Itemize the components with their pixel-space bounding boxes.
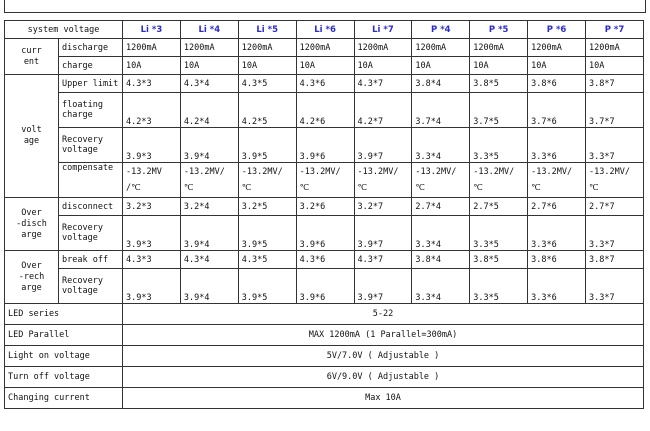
compensate-unit: ℃	[473, 183, 483, 193]
floating-charge-value: 4.2*3	[123, 93, 181, 128]
discharge-value: 1200mA	[238, 39, 296, 57]
over-discharge-group-label	[5, 198, 59, 251]
summary-row	[5, 325, 644, 346]
compensate-unit: ℃	[531, 183, 541, 193]
discharge-recovery-value: 3.9*7	[354, 216, 412, 251]
current-group-label	[5, 39, 59, 75]
line: curr	[21, 45, 42, 56]
break-off-value: 3.8*7	[586, 251, 644, 269]
charge-value: 10A	[238, 57, 296, 75]
compensate-label: compensate	[59, 163, 123, 198]
charge-value: 10A	[180, 57, 238, 75]
summary-label: Changing current	[5, 388, 123, 409]
compensate-top: -13.2MV/	[473, 167, 515, 177]
recharge-recovery-value: 3.3*5	[470, 269, 528, 304]
recovery-voltage-value: 3.3*7	[586, 128, 644, 163]
summary-row	[5, 388, 644, 409]
upper-limit-value: 4.3*4	[180, 75, 238, 93]
over-recharge-group-label	[5, 251, 59, 304]
voltage-compensate-row	[5, 163, 644, 198]
break-off-value: 3.8*6	[528, 251, 586, 269]
floating-charge-value: 4.2*7	[354, 93, 412, 128]
disconnect-value: 3.2*6	[296, 198, 354, 216]
system-voltage-header: system voltage	[5, 21, 123, 39]
floating-charge-label	[59, 93, 123, 128]
line: ent	[23, 56, 40, 67]
recovery-voltage-value: 3.9*5	[238, 128, 296, 163]
over-discharge-recovery-row	[5, 216, 644, 251]
upper-limit-value: 3.8*6	[528, 75, 586, 93]
charge-value: 10A	[470, 57, 528, 75]
discharge-recovery-value: 3.9*4	[180, 216, 238, 251]
charge-value: 10A	[354, 57, 412, 75]
line: -disch	[16, 218, 47, 229]
column-header: Li *7	[354, 21, 412, 39]
column-header: Li *5	[238, 21, 296, 39]
recharge-recovery-value: 3.3*7	[586, 269, 644, 304]
line: charge	[62, 110, 93, 120]
summary-value: 5V/7.0V ( Adjustable )	[123, 346, 644, 367]
recharge-recovery-value: 3.3*4	[412, 269, 470, 304]
compensate-value	[586, 163, 644, 198]
floating-charge-value: 3.7*4	[412, 93, 470, 128]
recovery-voltage-label	[59, 128, 123, 163]
break-off-value: 4.3*3	[123, 251, 181, 269]
compensate-top: -13.2MV/	[589, 167, 630, 177]
compensate-value	[354, 163, 412, 198]
break-off-value: 4.3*7	[354, 251, 412, 269]
summary-label: LED Parallel	[5, 325, 123, 346]
discharge-value: 1200mA	[180, 39, 238, 57]
upper-limit-value: 4.3*5	[238, 75, 296, 93]
line: voltage	[62, 145, 98, 155]
compensate-unit: ℃	[299, 183, 310, 193]
line: Recovery	[62, 135, 103, 145]
voltage-floating-row	[5, 93, 644, 128]
disconnect-value: 3.2*7	[354, 198, 412, 216]
summary-value: 5-22	[123, 304, 644, 325]
floating-charge-value: 3.7*5	[470, 93, 528, 128]
floating-charge-value: 4.2*4	[180, 93, 238, 128]
upper-limit-value: 4.3*7	[354, 75, 412, 93]
compensate-top: -13.2MV/	[357, 167, 399, 177]
discharge-recovery-value: 3.9*3	[123, 216, 181, 251]
summary-label: Turn off voltage	[5, 367, 123, 388]
summary-value: MAX 1200mA (1 Parallel=300mA)	[123, 325, 644, 346]
discharge-recovery-value: 3.3*7	[586, 216, 644, 251]
column-header: Li *4	[180, 21, 238, 39]
recharge-recovery-value: 3.9*5	[238, 269, 296, 304]
compensate-top: -13.2MV/	[299, 167, 341, 177]
recovery-voltage-value: 3.9*3	[123, 128, 181, 163]
spec-table	[4, 20, 644, 409]
compensate-top: -13.2MV/	[241, 167, 283, 177]
summary-label: LED series	[5, 304, 123, 325]
current-discharge-row	[5, 39, 644, 57]
floating-charge-value: 3.7*6	[528, 93, 586, 128]
compensate-unit: ℃	[357, 183, 368, 193]
column-header: P *4	[412, 21, 470, 39]
upper-limit-value: 3.8*5	[470, 75, 528, 93]
compensate-unit: /℃	[126, 183, 141, 193]
compensate-value	[296, 163, 354, 198]
recharge-recovery-value: 3.9*6	[296, 269, 354, 304]
line: floating	[62, 100, 103, 110]
compensate-unit: ℃	[415, 183, 425, 193]
charge-value: 10A	[123, 57, 181, 75]
discharge-value: 1200mA	[296, 39, 354, 57]
compensate-value	[123, 163, 181, 198]
disconnect-value: 2.7*7	[586, 198, 644, 216]
recharge-recovery-value: 3.3*6	[528, 269, 586, 304]
table-top-strip	[4, 0, 646, 13]
break-off-value: 3.8*4	[412, 251, 470, 269]
break-off-value: 3.8*5	[470, 251, 528, 269]
discharge-recovery-value: 3.3*6	[528, 216, 586, 251]
upper-limit-label: Upper limit	[59, 75, 123, 93]
break-off-value: 4.3*4	[180, 251, 238, 269]
line: arge	[21, 282, 42, 293]
disconnect-label: disconnect	[59, 198, 123, 216]
column-header: P *6	[528, 21, 586, 39]
current-charge-row	[5, 57, 644, 75]
discharge-recovery-value: 3.9*5	[238, 216, 296, 251]
charge-value: 10A	[528, 57, 586, 75]
compensate-top: -13.2MV/	[415, 167, 457, 177]
charge-value: 10A	[586, 57, 644, 75]
recovery-voltage-value: 3.9*6	[296, 128, 354, 163]
column-header: P *5	[470, 21, 528, 39]
line: voltage	[62, 286, 98, 296]
column-header: P *7	[586, 21, 644, 39]
floating-charge-value: 3.7*7	[586, 93, 644, 128]
summary-row	[5, 346, 644, 367]
compensate-value	[238, 163, 296, 198]
discharge-value: 1200mA	[123, 39, 181, 57]
disconnect-value: 2.7*5	[470, 198, 528, 216]
voltage-upper-row	[5, 75, 644, 93]
charge-label: charge	[59, 57, 123, 75]
break-off-label: break off	[59, 251, 123, 269]
upper-limit-value: 4.3*6	[296, 75, 354, 93]
discharge-recovery-value: 3.3*4	[412, 216, 470, 251]
voltage-group-label	[5, 75, 59, 198]
discharge-value: 1200mA	[470, 39, 528, 57]
voltage-recovery-row	[5, 128, 644, 163]
discharge-value: 1200mA	[354, 39, 412, 57]
disconnect-value: 3.2*4	[180, 198, 238, 216]
spec-table-body	[5, 21, 644, 409]
summary-row	[5, 367, 644, 388]
compensate-top: -13.2MV	[126, 167, 162, 177]
compensate-value	[470, 163, 528, 198]
line: arge	[21, 229, 42, 240]
line: voltage	[62, 233, 98, 243]
compensate-value	[180, 163, 238, 198]
compensate-value	[412, 163, 470, 198]
upper-limit-value: 3.8*4	[412, 75, 470, 93]
column-header: Li *3	[123, 21, 181, 39]
discharge-label: discharge	[59, 39, 123, 57]
recharge-recovery-label	[59, 269, 123, 304]
recharge-recovery-value: 3.9*3	[123, 269, 181, 304]
compensate-unit: ℃	[183, 183, 194, 193]
line: age	[23, 136, 40, 146]
disconnect-value: 3.2*5	[238, 198, 296, 216]
summary-value: Max 10A	[123, 388, 644, 409]
line: Over	[21, 207, 42, 218]
line: -rech	[18, 271, 45, 282]
break-off-value: 4.3*6	[296, 251, 354, 269]
summary-label: Light on voltage	[5, 346, 123, 367]
recovery-voltage-value: 3.9*7	[354, 128, 412, 163]
floating-charge-value: 4.2*5	[238, 93, 296, 128]
over-discharge-disconnect-row	[5, 198, 644, 216]
discharge-value: 1200mA	[412, 39, 470, 57]
disconnect-value: 2.7*4	[412, 198, 470, 216]
line: Over	[21, 260, 42, 271]
over-recharge-recovery-row	[5, 269, 644, 304]
discharge-recovery-value: 3.9*6	[296, 216, 354, 251]
compensate-unit: ℃	[241, 183, 252, 193]
charge-value: 10A	[412, 57, 470, 75]
recovery-voltage-value: 3.3*6	[528, 128, 586, 163]
header-row	[5, 21, 644, 39]
line: Recovery	[62, 276, 103, 286]
summary-value: 6V/9.0V ( Adjustable )	[123, 367, 644, 388]
recharge-recovery-value: 3.9*7	[354, 269, 412, 304]
discharge-recovery-label	[59, 216, 123, 251]
upper-limit-value: 3.8*7	[586, 75, 644, 93]
line: volt	[21, 125, 42, 135]
upper-limit-value: 4.3*3	[123, 75, 181, 93]
line: Recovery	[62, 223, 103, 233]
column-header: Li *6	[296, 21, 354, 39]
recovery-voltage-value: 3.3*4	[412, 128, 470, 163]
compensate-top: -13.2MV/	[183, 167, 225, 177]
summary-row	[5, 304, 644, 325]
discharge-recovery-value: 3.3*5	[470, 216, 528, 251]
discharge-value: 1200mA	[586, 39, 644, 57]
compensate-value	[528, 163, 586, 198]
compensate-unit: ℃	[589, 183, 599, 193]
floating-charge-value: 4.2*6	[296, 93, 354, 128]
recovery-voltage-value: 3.3*5	[470, 128, 528, 163]
charge-value: 10A	[296, 57, 354, 75]
over-recharge-breakoff-row	[5, 251, 644, 269]
disconnect-value: 3.2*3	[123, 198, 181, 216]
compensate-top: -13.2MV/	[531, 167, 573, 177]
break-off-value: 4.3*5	[238, 251, 296, 269]
disconnect-value: 2.7*6	[528, 198, 586, 216]
recharge-recovery-value: 3.9*4	[180, 269, 238, 304]
discharge-value: 1200mA	[528, 39, 586, 57]
recovery-voltage-value: 3.9*4	[180, 128, 238, 163]
